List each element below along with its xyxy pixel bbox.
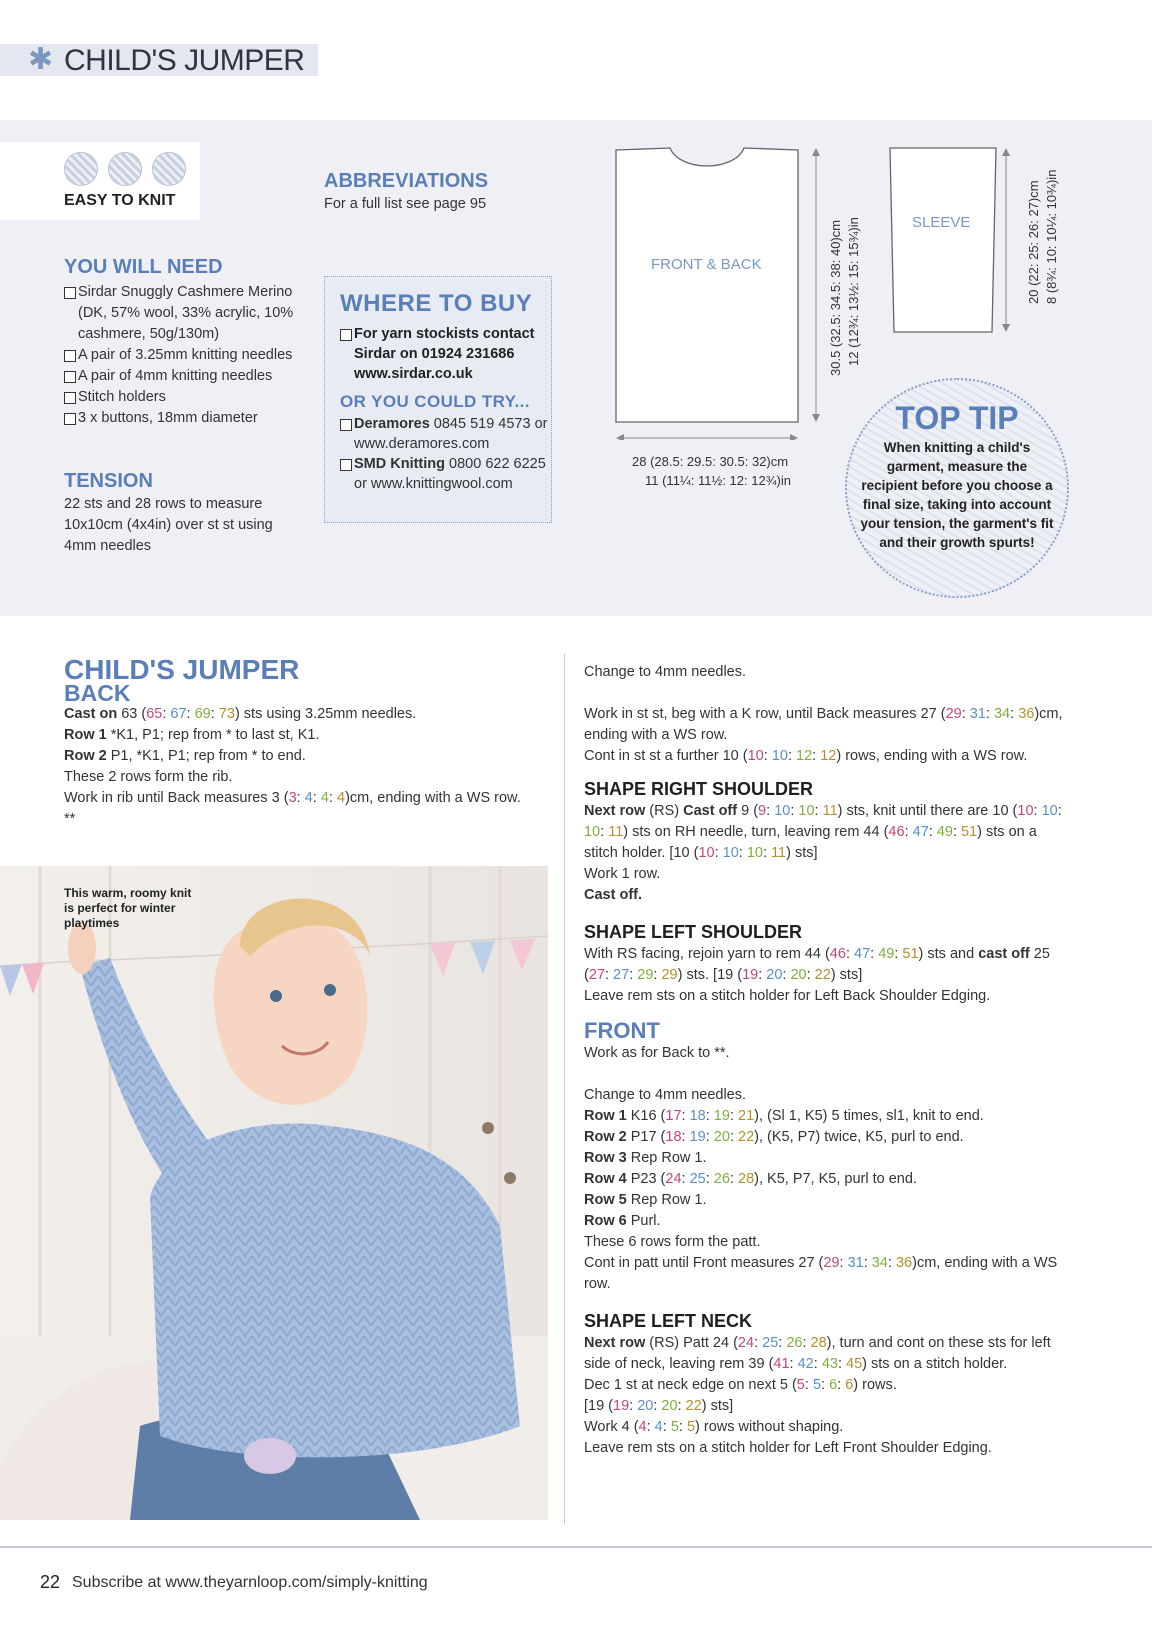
footer-divider [0,1546,1152,1548]
pattern-title: CHILD'S JUMPER [64,654,300,685]
list-item: 3 x buttons, 18mm diameter [64,408,304,429]
instruction-line: Work in st st, beg with a K row, until Back measures 27 (29: 31: 34: 36)cm, ending with a WS row. [584,706,1063,743]
photo-caption: This warm, roomy knit is perfect for winter playtimes [64,886,192,930]
section-heading: FRONT [584,1018,660,1043]
list-item [340,414,550,454]
instruction-line: Work in rib until Back measures 3 (3: 4: 4: 4)cm, ending with a WS row. ** [64,790,521,827]
yarn-ball-icon [108,152,142,186]
instruction-line: Row 2 P17 (18: 19: 20: 22), (K5, P7) twice, K5, purl to end. [584,1129,964,1145]
try-title: OR YOU COULD TRY... [340,392,530,411]
asterisk-icon: ✱ [28,43,54,76]
sleeve-label: SLEEVE [912,214,971,231]
instruction-line: Leave rem sts on a stitch holder for Left Front Shoulder Edging. [584,1440,992,1456]
tension-title: TENSION [64,470,153,492]
instruction-line: Leave rem sts on a stitch holder for Left Back Shoulder Edging. [584,988,991,1004]
list-item: A pair of 3.25mm knitting needles [64,345,304,366]
supplier-detail: 0800 622 6225 or www.knittingwool.com [354,456,546,492]
body-width-in: 11 (11¼: 11½: 12: 12¾)in [645,473,791,488]
supplier-name: SMD Knitting [354,456,446,472]
instruction-line: Row 3 Rep Row 1. [584,1150,707,1166]
pattern-instructions [584,662,1074,1459]
instruction-line: Next row (RS) Cast off 9 (9: 10: 10: 11) sts, knit until there are 10 (10: 10: 10: 11) sts on RH needle, turn, leaving rem 44 (46: 47: 49: 51) sts on a stitch holder. [10 (10: 10: 10: 11) sts] [584,803,1062,861]
front-back-label: FRONT & BACK [651,256,762,273]
instruction-line: Work 1 row. [584,866,661,882]
body-height-cm: 30.5 (32.5: 34.5: 38: 40)cm [828,219,843,376]
you-will-need-title: YOU WILL NEED [64,256,223,278]
instruction-line: Cast on 63 (65: 67: 69: 73) sts using 3.25mm needles. [64,706,417,722]
back-title: BACK [64,680,131,706]
list-item: For yarn stockists contact Sirdar on 01924 231686 www.sirdar.co.uk [340,324,550,384]
instruction-line: Work 4 (4: 4: 5: 5) rows without shaping. [584,1419,844,1435]
button-icon [482,1122,494,1134]
instruction-line: [19 (19: 20: 20: 22) sts] [584,1398,734,1414]
instruction-line: Row 6 Purl. [584,1213,661,1229]
instruction-line: These 2 rows form the rib. [64,769,233,785]
instruction-line: Change to 4mm needles. [584,664,747,680]
body-height-in: 12 (12¾: 13½: 15: 15¾)in [846,217,861,366]
instruction-line: Row 5 Rep Row 1. [584,1192,707,1208]
list-item [340,454,550,494]
page-title: CHILD'S JUMPER [64,44,305,77]
try-list [340,414,550,494]
where-to-buy-list [340,324,550,384]
sleeve-length-cm: 20 (22: 25: 26: 27)cm [1026,180,1041,304]
instruction-line: Dec 1 st at neck edge on next 5 (5: 5: 6: 6) rows. [584,1377,897,1393]
yarn-ball-icon [152,152,186,186]
instruction-line: Row 4 P23 (24: 25: 26: 28), K5, P7, K5, purl to end. [584,1171,917,1187]
instruction-line: Next row (RS) Patt 24 (24: 25: 26: 28), turn and cont on these sts for left side of neck, leaving rem 39 (41: 42: 43: 45) sts on a stitch holder. [584,1335,1051,1372]
supplier-detail: 0845 519 4573 or www.deramores.com [354,416,548,452]
sleeve-length-in: 8 (8¾: 10: 10¼: 10¾)in [1044,169,1059,304]
instruction-line: Cont in patt until Front measures 27 (29: 31: 34: 36)cm, ending with a WS row. [584,1255,1058,1292]
instruction-line: Cont in st st a further 10 (10: 10: 12: 12) rows, ending with a WS row. [584,748,1028,764]
instruction-line: These 6 rows form the patt. [584,1234,761,1250]
abbreviations-title: ABBREVIATIONS [324,170,489,192]
page-number: 22 [40,1572,61,1592]
abbreviations-text: For a full list see page 95 [324,196,487,212]
top-tip-text: When knitting a child's garment, measure the recipient before you choose a final size, taking into account your tension, the garment's fit and their growth spurts! [860,440,1054,550]
back-instructions [64,704,534,830]
top-tip-title: TOP TIP [895,400,1019,436]
instruction-line: Row 2 P1, *K1, P1; rep from * to end. [64,748,306,764]
supplier-name: Deramores [354,416,430,432]
list-item: Stitch holders [64,387,304,408]
instruction-line: Change to 4mm needles. [584,1087,747,1103]
body-width-cm: 28 (28.5: 29.5: 30.5: 32)cm [632,454,789,469]
section-heading: SHAPE LEFT SHOULDER [584,922,803,942]
section-heading: SHAPE RIGHT SHOULDER [584,779,814,799]
tension-text: 22 sts and 28 rows to measure 10x10cm (4x4in) over st st using 4mm needles [64,496,273,554]
footer-subscribe-link[interactable]: Subscribe at www.theyarnloop.com/simply-knitting [72,1574,428,1591]
column-divider [564,654,565,1524]
button-icon [504,1172,516,1184]
toy [244,1438,296,1474]
instruction-line: With RS facing, rejoin yarn to rem 44 (46: 47: 49: 51) sts and cast off 25 (27: 27: 29: 29) sts. [19 (19: 20: 20: 22) sts] [584,946,1050,983]
instruction-line: Row 1 *K1, P1; rep from * to last st, K1. [64,727,320,743]
yarn-ball-icon [64,152,98,186]
list-item: A pair of 4mm knitting needles [64,366,304,387]
instruction-line: Cast off. [584,887,642,903]
list-item: Sirdar Snuggly Cashmere Merino (DK, 57% wool, 33% acrylic, 10% cashmere, 50g/130m) [64,282,304,345]
where-to-buy-title: WHERE TO BUY [340,290,533,317]
sleeve-shape [890,148,996,332]
front-back-shape [616,148,798,422]
instruction-line: Row 1 K16 (17: 18: 19: 21), (Sl 1, K5) 5 times, sl1, knit to end. [584,1108,984,1124]
child-photo [0,866,548,1520]
you-will-need-list [64,282,304,429]
section-heading: SHAPE LEFT NECK [584,1311,753,1331]
instruction-line: Work as for Back to **. [584,1045,730,1061]
difficulty-label: EASY TO KNIT [64,192,176,209]
